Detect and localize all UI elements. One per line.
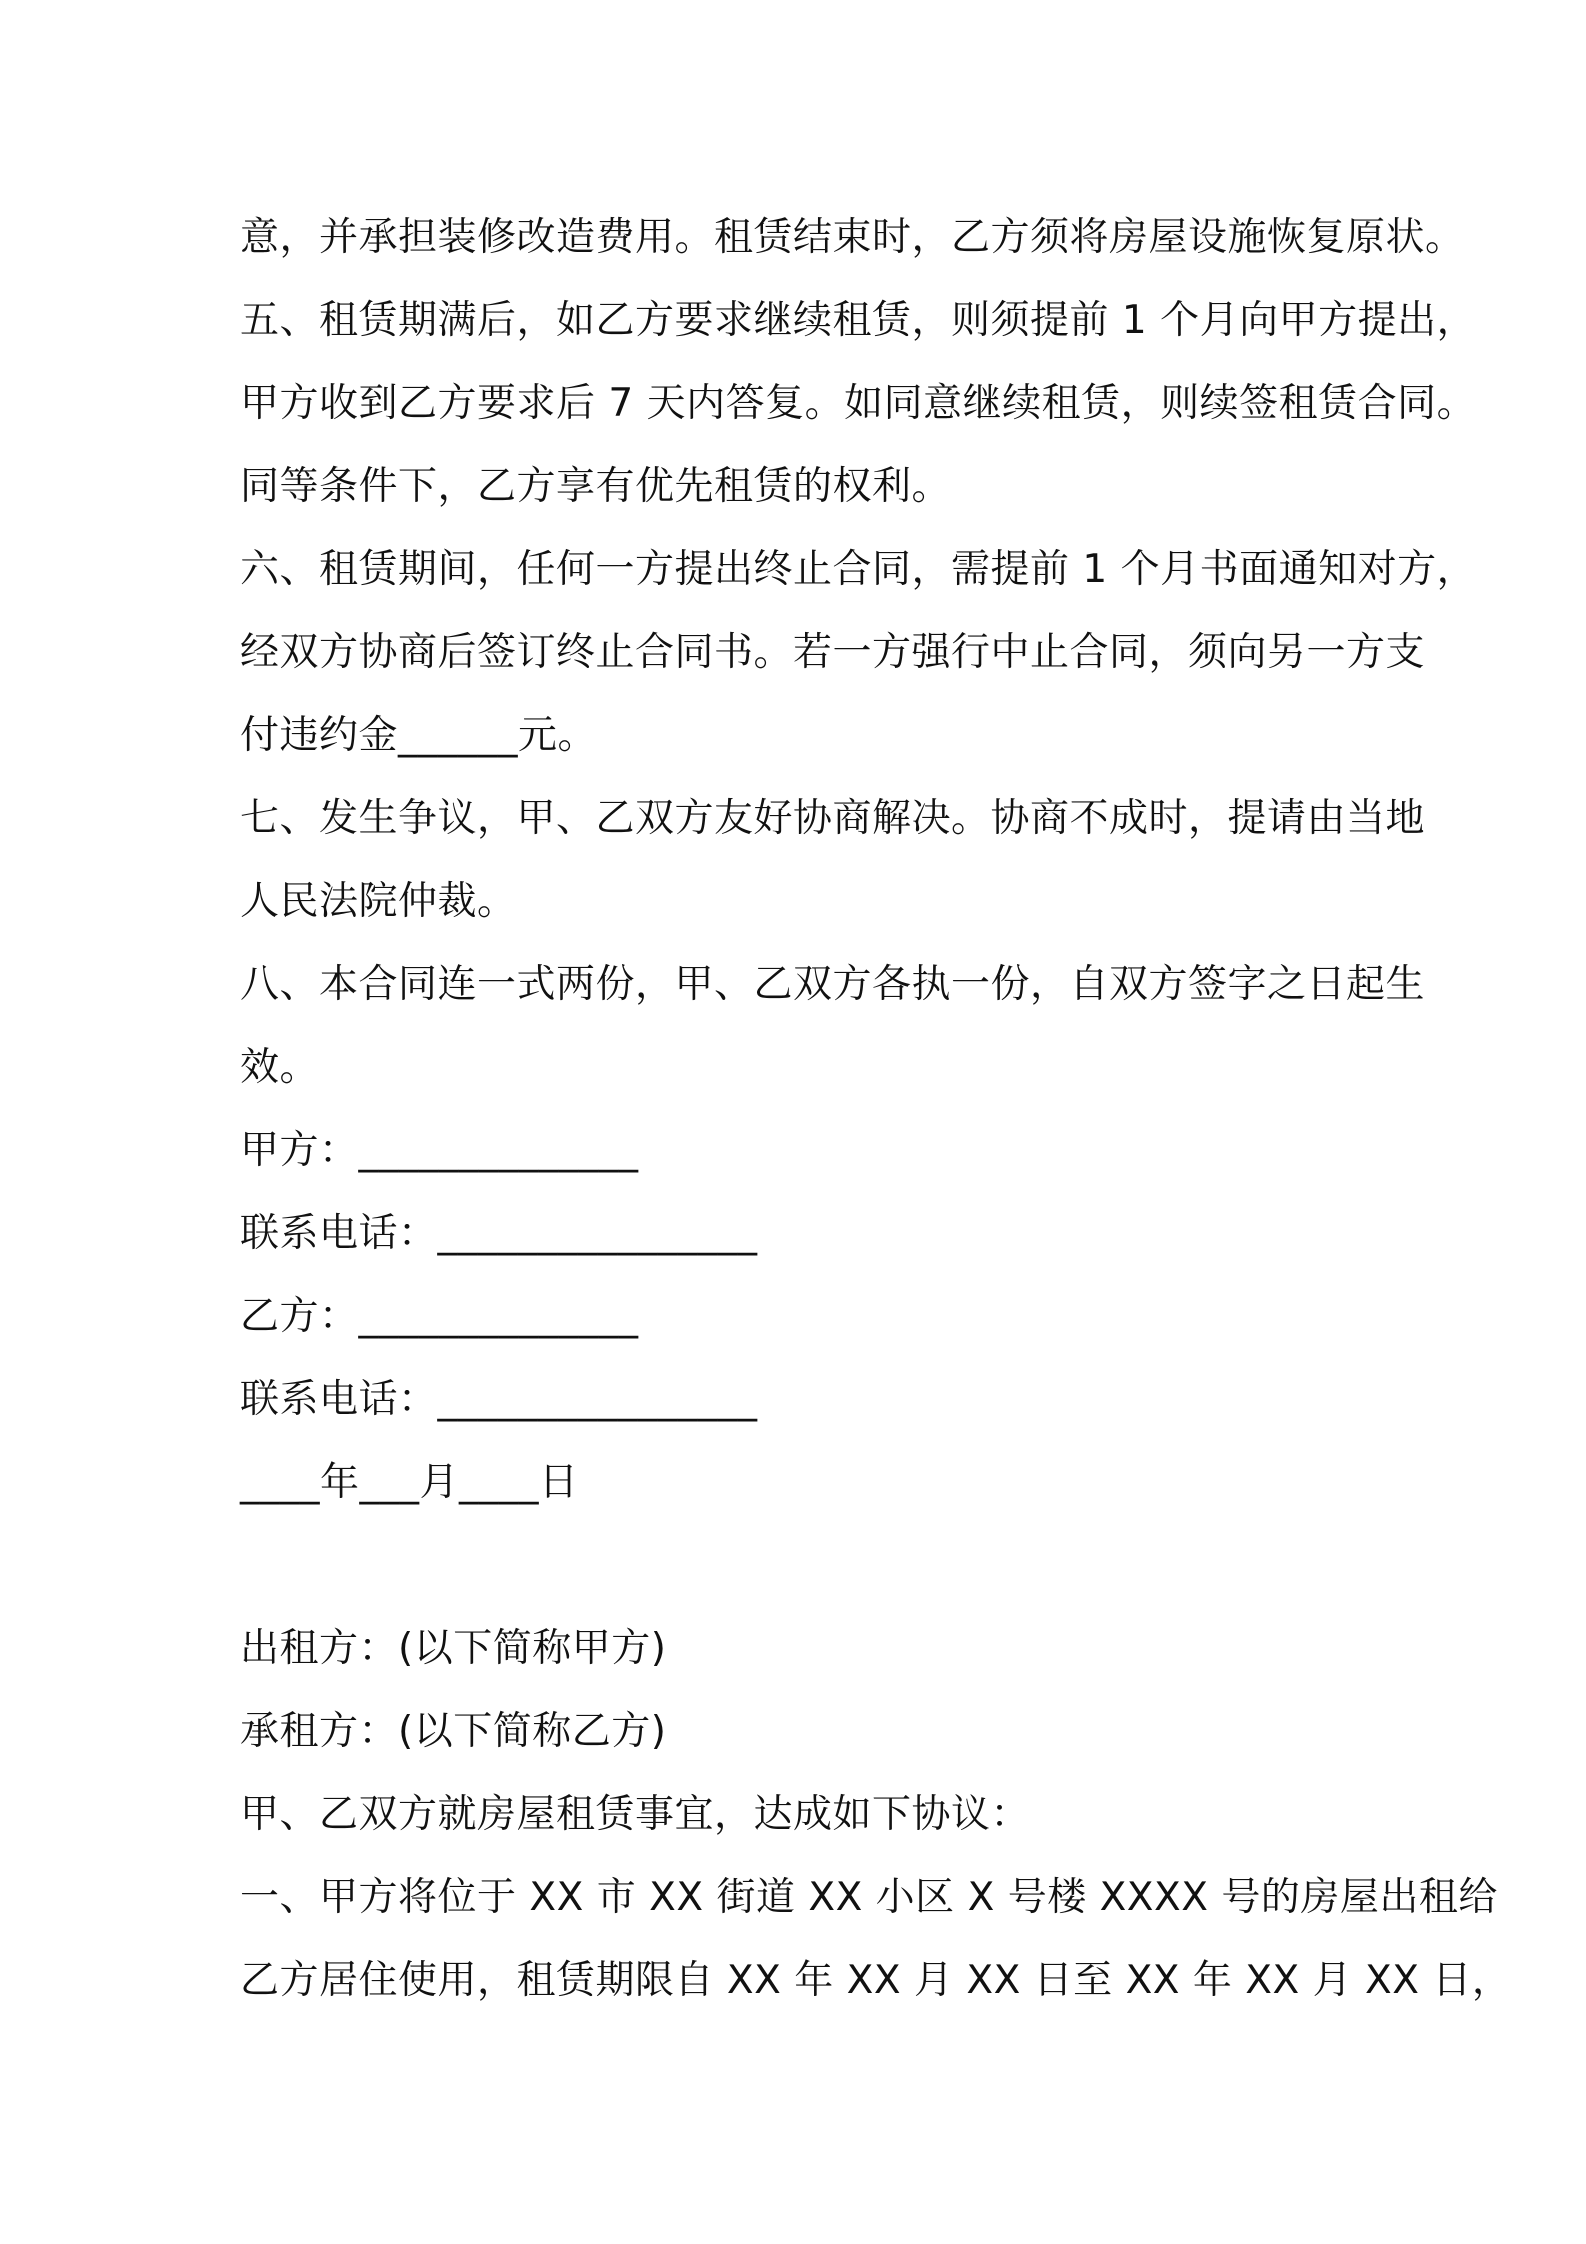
text-line-clause-7: 七、发生争议，甲、乙双方友好协商解决。协商不成时，提请由当地	[240, 796, 1426, 841]
party-b-phone-line: 联系电话：________________	[240, 1377, 758, 1422]
text-line-clause-1: 一、甲方将位于 XX 市 XX 街道 XX 小区 X 号楼 XXXX 号的房屋出租给	[240, 1875, 1498, 1920]
lessee-line: 承租方：(以下简称乙方)	[240, 1709, 667, 1754]
text-line-clause-4-end: 意，并承担装修改造费用。租赁结束时，乙方须将房屋设施恢复原状。	[240, 215, 1465, 260]
section-spacer	[240, 1524, 1360, 1607]
lessor-line: 出租方：(以下简称甲方)	[240, 1626, 667, 1671]
text-line-clause-1-cont: 乙方居住使用，租赁期限自 XX 年 XX 月 XX 日至 XX 年 XX 月 XX 日，	[240, 1958, 1512, 2003]
text-line-clause-7-cont: 人民法院仲裁。	[240, 879, 517, 924]
text-line-clause-8: 八、本合同连一式两份，甲、乙双方各执一份，自双方签字之日起生	[240, 962, 1426, 1007]
party-a-signature-line: 甲方：______________	[240, 1128, 639, 1173]
text-line-clause-5-cont: 甲方收到乙方要求后 7 天内答复。如同意继续租赁，则续签租赁合同。	[240, 381, 1477, 426]
text-line-clause-6-cont: 经双方协商后签订终止合同书。若一方强行中止合同，须向另一方支	[240, 630, 1426, 675]
agreement-intro-line: 甲、乙双方就房屋租赁事宜，达成如下协议：	[240, 1792, 1031, 1837]
party-a-phone-line: 联系电话：________________	[240, 1211, 758, 1256]
text-line-clause-8-cont: 效。	[240, 1045, 320, 1090]
date-line: ____年___月____日	[240, 1460, 579, 1505]
document-body	[240, 196, 1512, 2022]
text-line-clause-5: 五、租赁期满后，如乙方要求继续租赁，则须提前 1 个月向甲方提出，	[240, 298, 1477, 343]
text-line-penalty: 付违约金______元。	[240, 713, 598, 758]
party-b-signature-line: 乙方：______________	[240, 1294, 639, 1339]
text-line-clause-5-cont: 同等条件下，乙方享有优先租赁的权利。	[240, 464, 952, 509]
text-line-clause-6: 六、租赁期间，任何一方提出终止合同，需提前 1 个月书面通知对方，	[240, 547, 1477, 592]
